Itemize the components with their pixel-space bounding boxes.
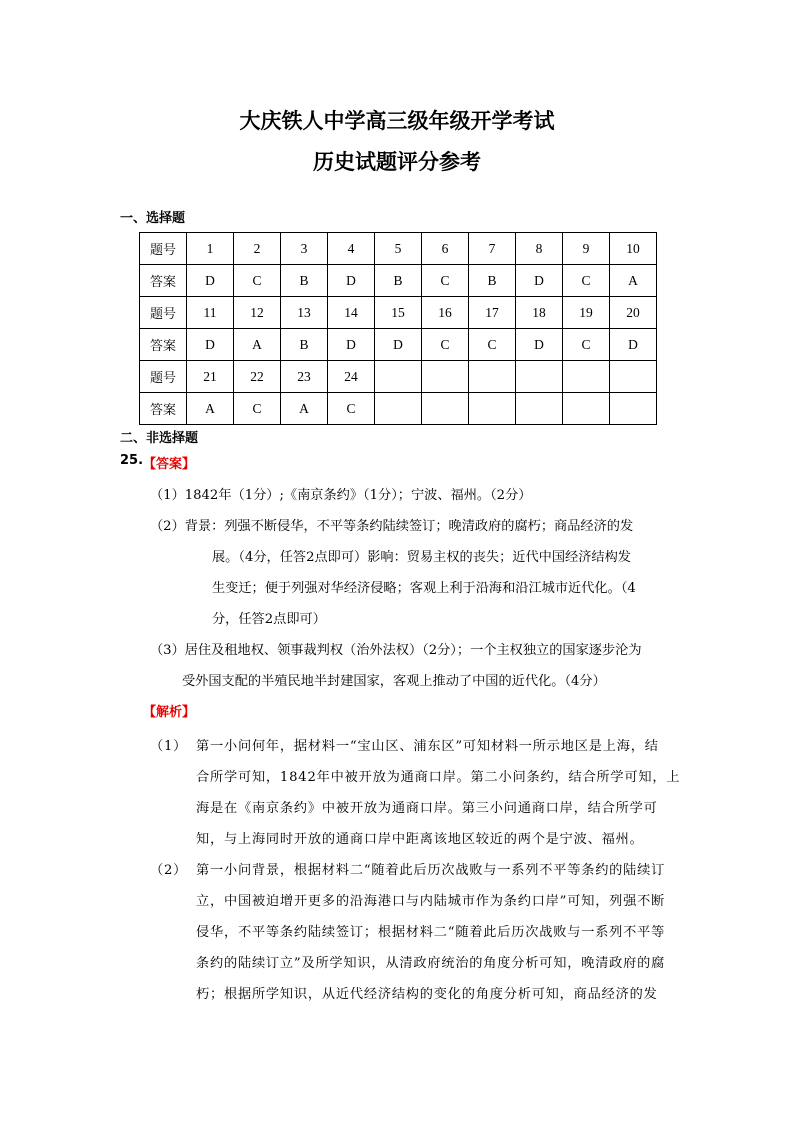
row-label-cell: 答案 xyxy=(140,329,187,361)
table-cell xyxy=(375,393,422,425)
table-cell: D xyxy=(187,265,234,297)
table-cell: A xyxy=(234,329,281,361)
analysis-line: 海是在《南京条约》中被开放为通商口岸。第三小问通商口岸，结合所学可 xyxy=(196,801,658,816)
analysis-line: 第一小问何年，据材料一“宝山区、浦东区”可知材料一所示地区是上海，结 xyxy=(196,739,659,754)
table-row xyxy=(140,297,657,329)
table-cell xyxy=(610,393,657,425)
table-cell: 6 xyxy=(422,233,469,265)
table-cell: 7 xyxy=(469,233,516,265)
table-cell xyxy=(469,393,516,425)
table-cell: C xyxy=(563,329,610,361)
answer-line: （2）背景：列强不断侵华，不平等条约陆续签订；晚清政府的腐朽；商品经济的发 xyxy=(150,519,634,534)
table-cell xyxy=(610,361,657,393)
table-cell: 8 xyxy=(516,233,563,265)
document-title: 大庆铁人中学高三级年级开学考试 xyxy=(239,109,555,133)
table-cell: C xyxy=(469,329,516,361)
table-cell xyxy=(516,393,563,425)
analysis-line: 合所学可知，1842年中被开放为通商口岸。第二小问条约，结合所学可知，上 xyxy=(196,770,681,785)
analysis-line: 立，中国被迫增开更多的沿海港口与内陆城市作为条约口岸”可知，列强不断 xyxy=(196,894,666,909)
answer-line: 受外国支配的半殖民地半封建国家，客观上推动了中国的近代化。（4分） xyxy=(182,674,606,689)
table-cell: 20 xyxy=(610,297,657,329)
table-cell: 23 xyxy=(281,361,328,393)
analysis-line: 条约的陆续订立”及所学知识，从清政府统治的角度分析可知，晚清政府的腐 xyxy=(196,956,666,971)
table-cell: D xyxy=(328,265,375,297)
table-cell: C xyxy=(563,265,610,297)
table-cell: A xyxy=(610,265,657,297)
table-cell: 21 xyxy=(187,361,234,393)
table-cell: 12 xyxy=(234,297,281,329)
row-label-cell: 答案 xyxy=(140,265,187,297)
row-label-cell: 题号 xyxy=(140,361,187,393)
answer-line: （3）居住及租地权、领事裁判权（治外法权）（2分）；一个主权独立的国家逐步沦为 xyxy=(150,643,642,658)
question-number: 25. xyxy=(120,453,144,468)
table-cell xyxy=(375,361,422,393)
answer-line: 生变迁；便于列强对华经济侵略；客观上利于沿海和沿江城市近代化。（4 xyxy=(212,581,636,596)
table-cell: C xyxy=(328,393,375,425)
table-cell: B xyxy=(469,265,516,297)
table-cell: C xyxy=(234,265,281,297)
table-cell: B xyxy=(281,265,328,297)
table-cell: 17 xyxy=(469,297,516,329)
table-cell: 19 xyxy=(563,297,610,329)
row-label-cell: 题号 xyxy=(140,233,187,265)
section-heading-nonchoice: 二、非选择题 xyxy=(120,431,199,446)
answer-table xyxy=(139,232,657,425)
table-cell: C xyxy=(422,265,469,297)
table-cell: D xyxy=(516,329,563,361)
table-cell: D xyxy=(375,329,422,361)
table-cell: D xyxy=(187,329,234,361)
answer-line: 分，任答2点即可） xyxy=(212,612,326,627)
answer-tag: 【答案】 xyxy=(143,457,196,472)
table-cell xyxy=(469,361,516,393)
table-cell: 5 xyxy=(375,233,422,265)
table-cell: D xyxy=(610,329,657,361)
table-cell: D xyxy=(516,265,563,297)
table-cell: 4 xyxy=(328,233,375,265)
section-heading-choice: 一、选择题 xyxy=(120,211,186,226)
table-cell: D xyxy=(328,329,375,361)
table-cell: A xyxy=(187,393,234,425)
table-row xyxy=(140,393,657,425)
table-row xyxy=(140,361,657,393)
table-cell: 24 xyxy=(328,361,375,393)
table-cell: 14 xyxy=(328,297,375,329)
table-cell: C xyxy=(422,329,469,361)
table-cell xyxy=(563,393,610,425)
table-cell: 15 xyxy=(375,297,422,329)
table-row xyxy=(140,265,657,297)
table-cell: 1 xyxy=(187,233,234,265)
analysis-tag: 【解析】 xyxy=(143,705,196,720)
table-row xyxy=(140,329,657,361)
analysis-line: 朽；根据所学知识，从近代经济结构的变化的角度分析可知，商品经济的发 xyxy=(196,987,658,1002)
analysis-line: 知，与上海同时开放的通商口岸中距离该地区较近的两个是宁波、福州。 xyxy=(196,832,644,847)
table-cell: 2 xyxy=(234,233,281,265)
table-cell: 16 xyxy=(422,297,469,329)
table-cell xyxy=(422,361,469,393)
table-cell: 13 xyxy=(281,297,328,329)
table-cell: 10 xyxy=(610,233,657,265)
analysis-line: 第一小问背景，根据材料二“随着此后历次战败与一系列不平等条约的陆续订 xyxy=(196,863,666,878)
document-subtitle: 历史试题评分参考 xyxy=(313,150,481,174)
table-cell: 18 xyxy=(516,297,563,329)
row-label-cell: 题号 xyxy=(140,297,187,329)
table-cell xyxy=(563,361,610,393)
analysis-number: （1） xyxy=(150,739,188,754)
table-cell: B xyxy=(281,329,328,361)
table-cell: 9 xyxy=(563,233,610,265)
table-cell: C xyxy=(234,393,281,425)
table-cell: 22 xyxy=(234,361,281,393)
table-cell: A xyxy=(281,393,328,425)
table-cell: 3 xyxy=(281,233,328,265)
table-cell: 11 xyxy=(187,297,234,329)
row-label-cell: 答案 xyxy=(140,393,187,425)
analysis-line: 侵华，不平等条约陆续签订；根据材料二“随着此后历次战败与一系列不平等 xyxy=(196,925,666,940)
table-cell xyxy=(516,361,563,393)
table-row xyxy=(140,233,657,265)
analysis-number: （2） xyxy=(150,863,188,878)
answer-line: （1）1842年（1分）;《南京条约》（1分）；宁波、福州。（2分） xyxy=(150,488,532,503)
answer-line: 展。（4分，任答2点即可）影响：贸易主权的丧失；近代中国经济结构发 xyxy=(212,550,631,565)
table-cell xyxy=(422,393,469,425)
table-cell: B xyxy=(375,265,422,297)
